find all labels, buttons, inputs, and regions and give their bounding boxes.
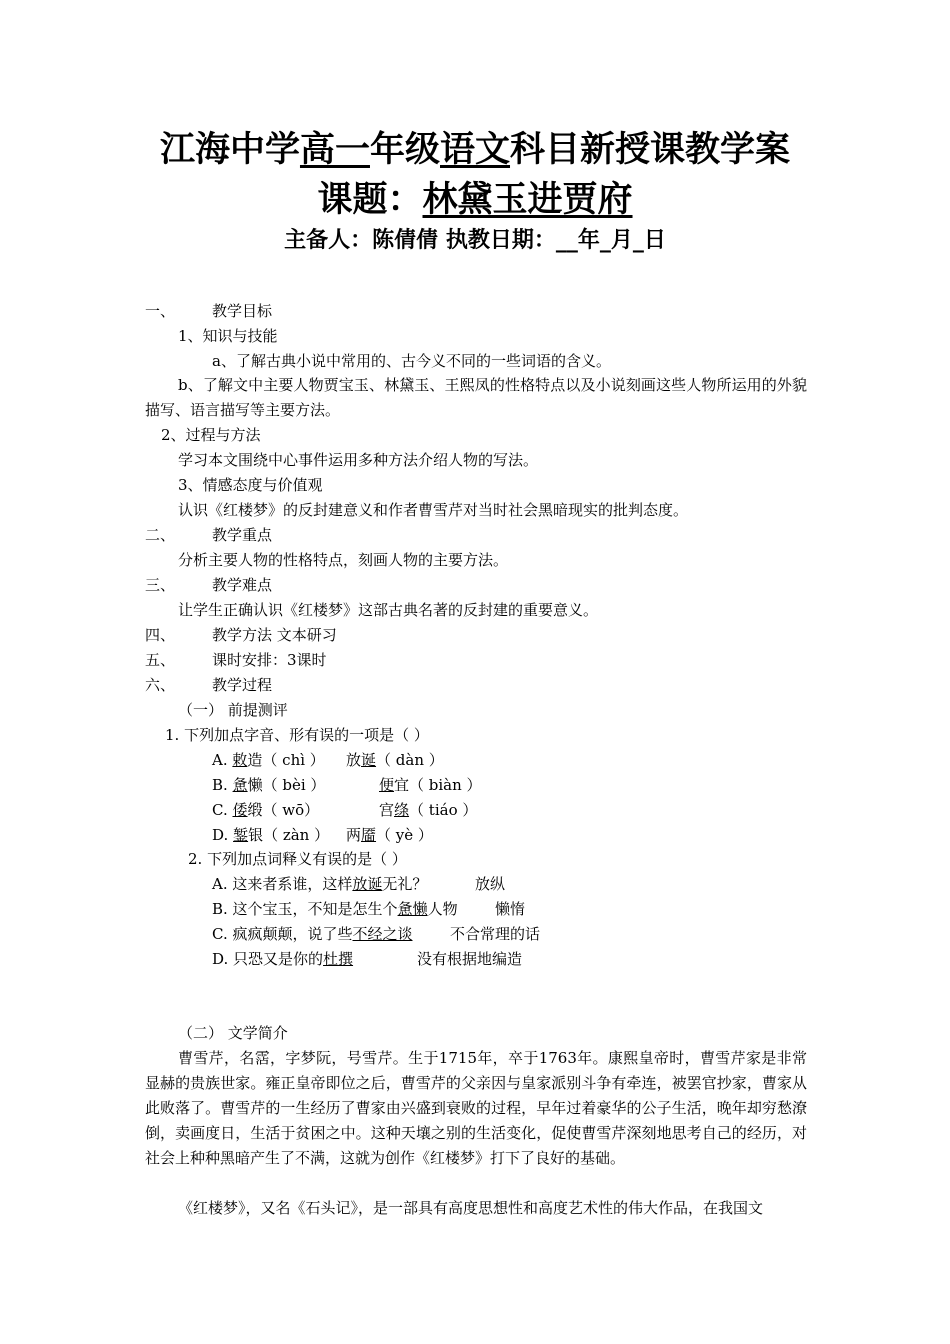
document-title [0, 126, 950, 174]
title-grade: 高一 [299, 129, 370, 170]
question-2-option-d: D. 只恐又是你的杜撰 [212, 950, 354, 968]
question-2-option-c: C. 疯疯颠颠，说了些不经之谈 [212, 925, 413, 943]
section-title: 教学目标 [212, 302, 273, 320]
section-4-heading [145, 625, 337, 645]
section-title: 教学方法 文本研习 [212, 626, 337, 644]
section-1-heading [145, 301, 272, 321]
section-5-heading [145, 650, 327, 670]
key-point-text: 分析主要人物的性格特点，刻画人物的主要方法。 [178, 551, 509, 569]
question-2-option-c-definition: 不合常理的话 [450, 925, 541, 943]
question-2-option-b: B. 这个宝玉，不知是怎生个惫懒人物 [212, 900, 458, 918]
objective-3a: 认识《红楼梦》的反封建意义和作者曹雪芹对当时社会黑暗现实的批判态度。 [178, 501, 689, 519]
question-1-option-c: C. 倭缎（ wō） [212, 801, 320, 819]
section-number: 六、 [145, 676, 176, 694]
question-2-option-a-definition: 放纵 [475, 875, 506, 893]
question-2: 2. 下列加点词释义有误的是（ ） [188, 850, 407, 868]
section-number: 四、 [145, 626, 176, 644]
section-title: 教学重点 [212, 526, 273, 544]
title-school: 江海中学 [159, 129, 300, 170]
section-number: 三、 [145, 576, 176, 594]
intro-paragraph-2: 《红楼梦》，又名《石头记》，是一部具有高度思想性和高度艺术性的伟大作品，在我国文 [178, 1199, 764, 1217]
section-2-heading [145, 525, 272, 545]
question-2-option-d-definition: 没有根据地编造 [417, 950, 523, 968]
question-1-option-b: B. 惫懒（ bèi ） [212, 776, 326, 794]
question-2-option-a: A. 这来者系谁，这样放诞无礼？ [212, 875, 428, 893]
question-2-option-b-definition: 懒惰 [495, 900, 526, 918]
question-1-option-d: D. 錾银（ zàn ） [212, 826, 330, 844]
question-1-option-a-second: 放诞（ dàn ） [346, 751, 444, 769]
objective-2: 2、过程与方法 [161, 426, 261, 444]
objective-1: 1、知识与技能 [178, 327, 278, 345]
difficulty-text: 让学生正确认识《红楼梦》这部古典名著的反封建的重要意义。 [178, 601, 599, 619]
question-1-option-d-second: 两靥（ yè ） [346, 826, 433, 844]
title-grade-suffix: 年级 [369, 129, 440, 170]
objective-3: 3、情感态度与价值观 [178, 476, 323, 494]
question-1: 1. 下列加点字音、形有误的一项是（ ） [165, 726, 429, 744]
lesson-name: 林黛玉进贾府 [422, 179, 633, 220]
pretest-heading: （一） 前提测评 [178, 701, 288, 719]
section-number: 二、 [145, 526, 176, 544]
section-title: 教学过程 [212, 676, 273, 694]
lesson-meta: 主备人：陈倩倩 执教日期：__年_月_日 [284, 227, 666, 253]
objective-1b: b、了解文中主要人物贾宝玉、林黛玉、王熙凤的性格特点以及小说刻画这些人物所运用的外貌描写、语言描写等主要方法。 [145, 376, 807, 419]
intro-heading: （二） 文学简介 [178, 1024, 288, 1042]
lesson-label: 课题： [317, 179, 423, 220]
section-number: 五、 [145, 651, 176, 669]
question-1-option-c-second: 宫绦（ tiáo ） [379, 801, 478, 819]
objective-2a: 学习本文围绕中心事件运用多种方法介绍人物的写法。 [178, 451, 539, 469]
title-subject: 语文 [440, 129, 511, 170]
section-number: 一、 [145, 302, 176, 320]
question-1-option-b-second: 便宜（ biàn ） [379, 776, 482, 794]
question-1-option-a: A. 敕造（ chì ） [212, 751, 325, 769]
intro-paragraph-1: 曹雪芹，名霑，字梦阮，号雪芹。生于1715年，卒于1763年。康熙皇帝时，曹雪芹家是非常显赫的贵族世家。雍正皇帝即位之后，曹雪芹的父亲因与皇家派别斗争有牵连，被罢官抄家，曹家从此败落了。曹雪芹的一生经历了曹家由兴盛到衰败的过程，早年过着豪华的公子生活，晚年却穷愁潦倒，卖画度日，生活于贫困之中。这种天壤之别的生活变化，促使曹雪芹深刻地思考自己的经历，对社会上种种黑暗产生了不满，这就为创作《红楼梦》打下了良好的基础。 [145, 1049, 807, 1167]
section-3-heading [145, 575, 272, 595]
objective-1a: a、了解古典小说中常用的、古今义不同的一些词语的含义。 [212, 352, 611, 370]
section-title: 课时安排：3课时 [212, 651, 327, 669]
lesson-title [0, 176, 950, 224]
section-6-heading [145, 675, 272, 695]
title-suffix: 科目新授课教学案 [510, 129, 791, 170]
section-title: 教学难点 [212, 576, 273, 594]
